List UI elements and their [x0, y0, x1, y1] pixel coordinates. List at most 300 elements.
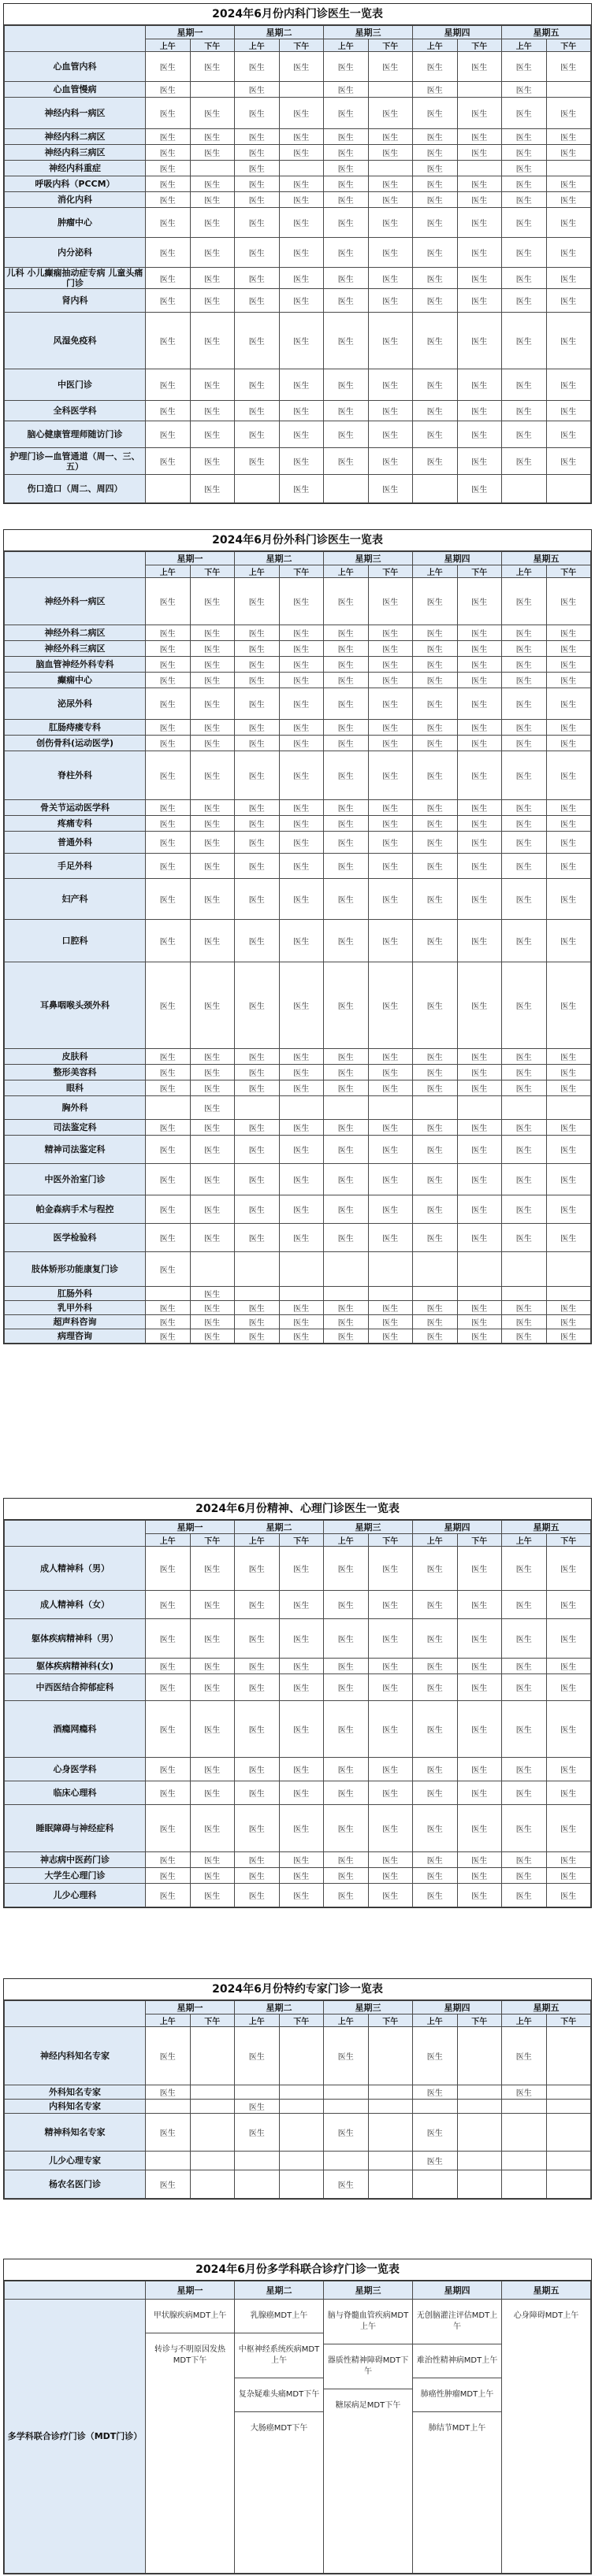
doctor-cell: 医生 — [546, 268, 591, 289]
psychiatry-section — [3, 1498, 592, 1908]
doctor-cell: 医生 — [368, 832, 413, 854]
doctor-cell: 医生 — [502, 854, 547, 879]
section-title: 2024年6月份多学科联合诊疗门诊一览表 — [4, 2259, 591, 2281]
doctor-cell: 医生 — [368, 1049, 413, 1065]
doctor-cell: 医生 — [279, 208, 324, 238]
doctor-cell: 医生 — [413, 1781, 458, 1805]
doctor-cell — [146, 2152, 191, 2170]
doctor-cell: 医生 — [146, 1758, 191, 1781]
doctor-cell: 医生 — [324, 129, 369, 145]
department-row — [5, 1805, 591, 1852]
doctor-cell: 医生 — [146, 1164, 191, 1195]
doctor-cell: 医生 — [502, 800, 547, 816]
day-header: 星期三 — [324, 1521, 413, 1534]
doctor-cell — [546, 82, 591, 98]
doctor-cell: 医生 — [324, 161, 369, 176]
doctor-cell — [457, 2085, 502, 2100]
department-name: 普通外科 — [5, 832, 146, 854]
department-row — [5, 1136, 591, 1164]
doctor-cell: 医生 — [457, 421, 502, 448]
doctor-cell: 医生 — [546, 1315, 591, 1329]
doctor-cell — [324, 1287, 369, 1301]
day-header: 星期一 — [146, 2001, 235, 2014]
doctor-cell: 医生 — [546, 313, 591, 369]
doctor-cell: 医生 — [279, 854, 324, 879]
department-name: 护理门诊—血管通道（周一、三、五） — [5, 448, 146, 475]
department-row — [5, 625, 591, 641]
doctor-cell: 医生 — [190, 1080, 235, 1096]
afternoon-header: 下午 — [546, 1534, 591, 1547]
doctor-cell: 医生 — [502, 920, 547, 962]
day-header: 星期二 — [235, 2001, 324, 2014]
doctor-cell: 医生 — [279, 268, 324, 289]
department-name: 口腔科 — [5, 920, 146, 962]
morning-header: 上午 — [502, 39, 547, 52]
doctor-cell: 医生 — [324, 145, 369, 161]
doctor-cell: 医生 — [279, 1164, 324, 1195]
doctor-cell: 医生 — [457, 268, 502, 289]
doctor-cell: 医生 — [502, 313, 547, 369]
doctor-cell: 医生 — [413, 421, 458, 448]
doctor-cell: 医生 — [546, 800, 591, 816]
doctor-cell: 医生 — [413, 578, 458, 625]
doctor-cell: 医生 — [146, 448, 191, 475]
doctor-cell: 医生 — [235, 1701, 280, 1758]
doctor-cell: 医生 — [146, 208, 191, 238]
doctor-cell: 医生 — [279, 52, 324, 82]
doctor-cell: 医生 — [324, 98, 369, 129]
doctor-cell: 医生 — [279, 673, 324, 688]
doctor-cell: 医生 — [146, 578, 191, 625]
doctor-cell: 医生 — [368, 1547, 413, 1591]
doctor-cell: 医生 — [235, 1805, 280, 1852]
doctor-cell: 医生 — [235, 673, 280, 688]
doctor-cell — [235, 2152, 280, 2170]
doctor-cell: 医生 — [457, 289, 502, 313]
doctor-cell: 医生 — [457, 1547, 502, 1591]
doctor-cell: 医生 — [146, 98, 191, 129]
doctor-cell: 医生 — [502, 1805, 547, 1852]
doctor-cell: 医生 — [502, 1329, 547, 1344]
doctor-cell: 医生 — [413, 1065, 458, 1080]
day-header: 星期五 — [502, 2281, 591, 2300]
doctor-cell: 医生 — [502, 832, 547, 854]
doctor-cell: 医生 — [546, 1619, 591, 1659]
doctor-cell: 医生 — [546, 854, 591, 879]
doctor-cell: 医生 — [235, 1591, 280, 1619]
doctor-cell: 医生 — [324, 1120, 369, 1136]
doctor-cell: 医生 — [235, 1674, 280, 1701]
doctor-cell: 医生 — [457, 1136, 502, 1164]
afternoon-header: 下午 — [457, 565, 502, 578]
doctor-cell: 医生 — [413, 98, 458, 129]
doctor-cell: 医生 — [146, 800, 191, 816]
doctor-cell: 医生 — [546, 448, 591, 475]
doctor-cell: 医生 — [235, 1868, 280, 1884]
department-name: 躯体疾病精神科(女) — [5, 1659, 146, 1674]
day-header: 星期四 — [413, 2001, 502, 2014]
mdt-clinic-label: 无创脑灌注评估MDT上午 — [413, 2300, 501, 2344]
doctor-cell: 医生 — [146, 673, 191, 688]
doctor-cell — [502, 1287, 547, 1301]
afternoon-header: 下午 — [279, 565, 324, 578]
department-name: 睡眠障碍与神经症科 — [5, 1805, 146, 1852]
day-header: 星期一 — [146, 552, 235, 565]
doctor-cell: 医生 — [502, 1674, 547, 1701]
doctor-cell: 医生 — [413, 1884, 458, 1907]
doctor-cell: 医生 — [502, 1884, 547, 1907]
afternoon-header: 下午 — [546, 39, 591, 52]
doctor-cell: 医生 — [457, 641, 502, 657]
doctor-cell: 医生 — [190, 736, 235, 751]
doctor-cell: 医生 — [146, 625, 191, 641]
doctor-cell: 医生 — [413, 1758, 458, 1781]
doctor-cell: 医生 — [190, 475, 235, 503]
doctor-cell: 医生 — [546, 720, 591, 736]
mdt-clinic-label: 脑与脊髓血管疾病MDT上午 — [324, 2300, 412, 2344]
doctor-cell: 医生 — [235, 751, 280, 800]
department-row — [5, 1701, 591, 1758]
doctor-cell: 医生 — [190, 854, 235, 879]
doctor-cell: 医生 — [146, 176, 191, 192]
internal-medicine-section — [3, 3, 592, 504]
section-title: 2024年6月份外科门诊医生一览表 — [4, 530, 591, 551]
doctor-cell: 医生 — [457, 208, 502, 238]
department-name: 眼科 — [5, 1080, 146, 1096]
doctor-cell: 医生 — [413, 2085, 458, 2100]
day-header: 星期四 — [413, 1521, 502, 1534]
day-header: 星期三 — [324, 2001, 413, 2014]
day-header: 星期一 — [146, 1521, 235, 1534]
department-name: 肛肠外科 — [5, 1287, 146, 1301]
doctor-cell: 医生 — [368, 625, 413, 641]
doctor-cell: 医生 — [279, 816, 324, 832]
morning-header: 上午 — [502, 2014, 547, 2027]
doctor-cell: 医生 — [502, 238, 547, 268]
doctor-cell: 医生 — [146, 720, 191, 736]
doctor-cell — [190, 2085, 235, 2100]
doctor-cell: 医生 — [190, 641, 235, 657]
doctor-cell: 医生 — [324, 962, 369, 1049]
doctor-cell: 医生 — [190, 625, 235, 641]
afternoon-header: 下午 — [279, 2014, 324, 2027]
doctor-cell: 医生 — [190, 1547, 235, 1591]
doctor-cell: 医生 — [368, 1315, 413, 1329]
doctor-cell: 医生 — [457, 816, 502, 832]
afternoon-header: 下午 — [190, 565, 235, 578]
department-row — [5, 578, 591, 625]
department-name: 全科医学科 — [5, 401, 146, 421]
doctor-cell: 医生 — [368, 1619, 413, 1659]
doctor-cell — [546, 1096, 591, 1120]
doctor-cell: 医生 — [413, 1852, 458, 1868]
doctor-cell: 医生 — [413, 2114, 458, 2152]
doctor-cell: 医生 — [502, 816, 547, 832]
doctor-cell: 医生 — [324, 625, 369, 641]
doctor-cell: 医生 — [546, 52, 591, 82]
department-row — [5, 1868, 591, 1884]
doctor-cell: 医生 — [279, 1868, 324, 1884]
doctor-cell: 医生 — [146, 854, 191, 879]
doctor-cell: 医生 — [235, 369, 280, 401]
department-name: 肛肠痔瘘专科 — [5, 720, 146, 736]
doctor-cell: 医生 — [368, 673, 413, 688]
doctor-cell: 医生 — [368, 52, 413, 82]
morning-header: 上午 — [413, 39, 458, 52]
doctor-cell — [457, 1252, 502, 1287]
morning-header: 上午 — [146, 39, 191, 52]
doctor-cell: 医生 — [146, 1315, 191, 1329]
doctor-cell — [279, 1252, 324, 1287]
department-row — [5, 1329, 591, 1344]
doctor-cell: 医生 — [279, 145, 324, 161]
doctor-cell: 医生 — [368, 268, 413, 289]
mdt-day-cell — [502, 2300, 591, 2574]
department-name: 乳甲外科 — [5, 1301, 146, 1315]
doctor-cell: 医生 — [146, 52, 191, 82]
doctor-cell: 医生 — [546, 832, 591, 854]
department-row — [5, 641, 591, 657]
morning-header: 上午 — [413, 1534, 458, 1547]
doctor-cell — [146, 1287, 191, 1301]
department-name: 风湿免疫科 — [5, 313, 146, 369]
doctor-cell: 医生 — [190, 816, 235, 832]
doctor-cell: 医生 — [235, 657, 280, 673]
doctor-cell: 医生 — [546, 1659, 591, 1674]
doctor-cell — [324, 475, 369, 503]
doctor-cell: 医生 — [235, 854, 280, 879]
doctor-cell: 医生 — [146, 129, 191, 145]
doctor-cell: 医生 — [235, 208, 280, 238]
doctor-cell — [546, 2170, 591, 2199]
doctor-cell: 医生 — [368, 1852, 413, 1868]
doctor-cell — [146, 1096, 191, 1120]
doctor-cell — [546, 2085, 591, 2100]
doctor-cell: 医生 — [413, 1164, 458, 1195]
doctor-cell: 医生 — [546, 1547, 591, 1591]
doctor-cell: 医生 — [368, 962, 413, 1049]
doctor-cell — [279, 1096, 324, 1120]
department-name: 临床心理科 — [5, 1781, 146, 1805]
doctor-cell — [368, 82, 413, 98]
doctor-cell — [413, 1096, 458, 1120]
doctor-cell: 医生 — [413, 688, 458, 720]
department-name: 神经外科三病区 — [5, 641, 146, 657]
doctor-cell: 医生 — [190, 879, 235, 920]
doctor-cell: 医生 — [190, 1619, 235, 1659]
doctor-cell: 医生 — [146, 1701, 191, 1758]
department-name: 帕金森病手术与程控 — [5, 1195, 146, 1224]
doctor-cell: 医生 — [457, 448, 502, 475]
afternoon-header: 下午 — [546, 2014, 591, 2027]
department-row — [5, 1852, 591, 1868]
doctor-cell: 医生 — [413, 1547, 458, 1591]
doctor-cell — [279, 2027, 324, 2085]
department-name: 杨农名医门诊 — [5, 2170, 146, 2199]
doctor-cell: 医生 — [502, 82, 547, 98]
doctor-cell — [368, 2152, 413, 2170]
doctor-cell — [413, 2100, 458, 2114]
doctor-cell: 医生 — [413, 1049, 458, 1065]
doctor-cell — [368, 2027, 413, 2085]
doctor-cell: 医生 — [146, 192, 191, 208]
doctor-cell: 医生 — [324, 1315, 369, 1329]
doctor-cell: 医生 — [502, 625, 547, 641]
doctor-cell: 医生 — [368, 1065, 413, 1080]
doctor-cell: 医生 — [413, 145, 458, 161]
doctor-cell: 医生 — [502, 641, 547, 657]
doctor-cell: 医生 — [502, 52, 547, 82]
doctor-cell — [368, 2170, 413, 2199]
doctor-cell: 医生 — [413, 129, 458, 145]
mdt-clinic-label: 转诊与不明原因发热MDT下午 — [154, 2345, 225, 2365]
doctor-cell: 医生 — [190, 673, 235, 688]
doctor-cell: 医生 — [457, 832, 502, 854]
department-name: 创伤骨科(运动医学) — [5, 736, 146, 751]
doctor-cell: 医生 — [190, 1674, 235, 1701]
doctor-cell: 医生 — [279, 1659, 324, 1674]
doctor-cell: 医生 — [324, 1852, 369, 1868]
doctor-cell: 医生 — [413, 1080, 458, 1096]
department-name: 肾内科 — [5, 289, 146, 313]
doctor-cell: 医生 — [190, 1781, 235, 1805]
department-name: 呼吸内科（PCCM） — [5, 176, 146, 192]
doctor-cell: 医生 — [324, 1701, 369, 1758]
doctor-cell: 医生 — [324, 1547, 369, 1591]
doctor-cell: 医生 — [546, 238, 591, 268]
doctor-cell: 医生 — [502, 161, 547, 176]
doctor-cell: 医生 — [457, 657, 502, 673]
doctor-cell: 医生 — [235, 736, 280, 751]
morning-header: 上午 — [146, 2014, 191, 2027]
doctor-cell: 医生 — [368, 1224, 413, 1252]
doctor-cell: 医生 — [546, 657, 591, 673]
doctor-cell: 医生 — [457, 1619, 502, 1659]
doctor-cell: 医生 — [457, 673, 502, 688]
doctor-cell: 医生 — [457, 401, 502, 421]
doctor-cell: 医生 — [324, 401, 369, 421]
doctor-cell: 医生 — [546, 1781, 591, 1805]
doctor-cell: 医生 — [368, 1701, 413, 1758]
doctor-cell: 医生 — [146, 751, 191, 800]
department-row — [5, 1619, 591, 1659]
doctor-cell: 医生 — [235, 421, 280, 448]
doctor-cell: 医生 — [146, 1049, 191, 1065]
doctor-cell — [502, 1096, 547, 1120]
doctor-cell: 医生 — [190, 751, 235, 800]
doctor-cell — [502, 2170, 547, 2199]
department-name: 躯体疾病精神科（男） — [5, 1619, 146, 1659]
doctor-cell: 医生 — [368, 688, 413, 720]
doctor-cell: 医生 — [546, 1868, 591, 1884]
doctor-cell: 医生 — [368, 421, 413, 448]
mdt-clinic-label: 甲状腺疾病MDT上午 — [146, 2300, 234, 2333]
doctor-cell: 医生 — [235, 129, 280, 145]
doctor-cell: 医生 — [457, 920, 502, 962]
department-name: 手足外科 — [5, 854, 146, 879]
mdt-clinic-label: 心身障碍MDT上午 — [513, 2311, 579, 2320]
doctor-cell: 医生 — [502, 1315, 547, 1329]
doctor-cell: 医生 — [279, 1049, 324, 1065]
doctor-cell: 医生 — [190, 176, 235, 192]
doctor-cell — [235, 1096, 280, 1120]
doctor-cell: 医生 — [546, 1852, 591, 1868]
doctor-cell: 医生 — [413, 1701, 458, 1758]
doctor-cell: 医生 — [235, 161, 280, 176]
doctor-cell: 医生 — [324, 1080, 369, 1096]
department-row — [5, 1096, 591, 1120]
doctor-cell: 医生 — [457, 800, 502, 816]
doctor-cell: 医生 — [279, 720, 324, 736]
doctor-cell — [279, 2152, 324, 2170]
day-header: 星期五 — [502, 1521, 591, 1534]
morning-header: 上午 — [502, 565, 547, 578]
doctor-cell: 医生 — [457, 1120, 502, 1136]
doctor-cell: 医生 — [279, 1781, 324, 1805]
doctor-cell: 医生 — [324, 1049, 369, 1065]
doctor-cell — [368, 2085, 413, 2100]
special-expert-section — [3, 1978, 592, 2200]
morning-header: 上午 — [413, 565, 458, 578]
doctor-cell: 医生 — [457, 1164, 502, 1195]
department-name: 医学检验科 — [5, 1224, 146, 1252]
doctor-cell: 医生 — [502, 1547, 547, 1591]
department-row — [5, 1065, 591, 1080]
doctor-cell: 医生 — [190, 1805, 235, 1852]
department-row — [5, 2085, 591, 2100]
doctor-cell: 医生 — [190, 962, 235, 1049]
doctor-cell: 医生 — [190, 1136, 235, 1164]
doctor-cell: 医生 — [457, 1224, 502, 1252]
doctor-cell: 医生 — [190, 145, 235, 161]
doctor-cell: 医生 — [190, 98, 235, 129]
doctor-cell: 医生 — [235, 578, 280, 625]
mdt-clinic-label: 复杂疑难头痛MDT下午 — [235, 2378, 323, 2412]
doctor-cell: 医生 — [190, 1065, 235, 1080]
doctor-cell: 医生 — [324, 2170, 369, 2199]
doctor-cell: 医生 — [146, 2170, 191, 2199]
doctor-cell: 医生 — [413, 2152, 458, 2170]
doctor-cell: 医生 — [146, 816, 191, 832]
doctor-cell: 医生 — [546, 1701, 591, 1758]
doctor-cell: 医生 — [324, 816, 369, 832]
doctor-cell: 医生 — [190, 1591, 235, 1619]
doctor-cell: 医生 — [324, 1065, 369, 1080]
department-name: 疼痛专科 — [5, 816, 146, 832]
doctor-cell — [190, 2170, 235, 2199]
department-row — [5, 208, 591, 238]
department-name: 脊柱外科 — [5, 751, 146, 800]
doctor-cell: 医生 — [146, 1301, 191, 1315]
department-name: 消化内科 — [5, 192, 146, 208]
doctor-cell: 医生 — [324, 2114, 369, 2152]
afternoon-header: 下午 — [190, 2014, 235, 2027]
doctor-cell — [457, 82, 502, 98]
doctor-cell: 医生 — [190, 1701, 235, 1758]
mdt-clinic-label: 大肠癌MDT下午 — [250, 2424, 308, 2433]
doctor-cell: 医生 — [502, 369, 547, 401]
afternoon-header: 下午 — [457, 1534, 502, 1547]
doctor-cell: 医生 — [279, 657, 324, 673]
doctor-cell: 医生 — [546, 962, 591, 1049]
doctor-cell: 医生 — [457, 192, 502, 208]
doctor-cell: 医生 — [324, 52, 369, 82]
doctor-cell: 医生 — [546, 1049, 591, 1065]
doctor-cell: 医生 — [502, 578, 547, 625]
doctor-cell — [457, 2152, 502, 2170]
doctor-cell: 医生 — [457, 475, 502, 503]
doctor-cell: 医生 — [146, 879, 191, 920]
